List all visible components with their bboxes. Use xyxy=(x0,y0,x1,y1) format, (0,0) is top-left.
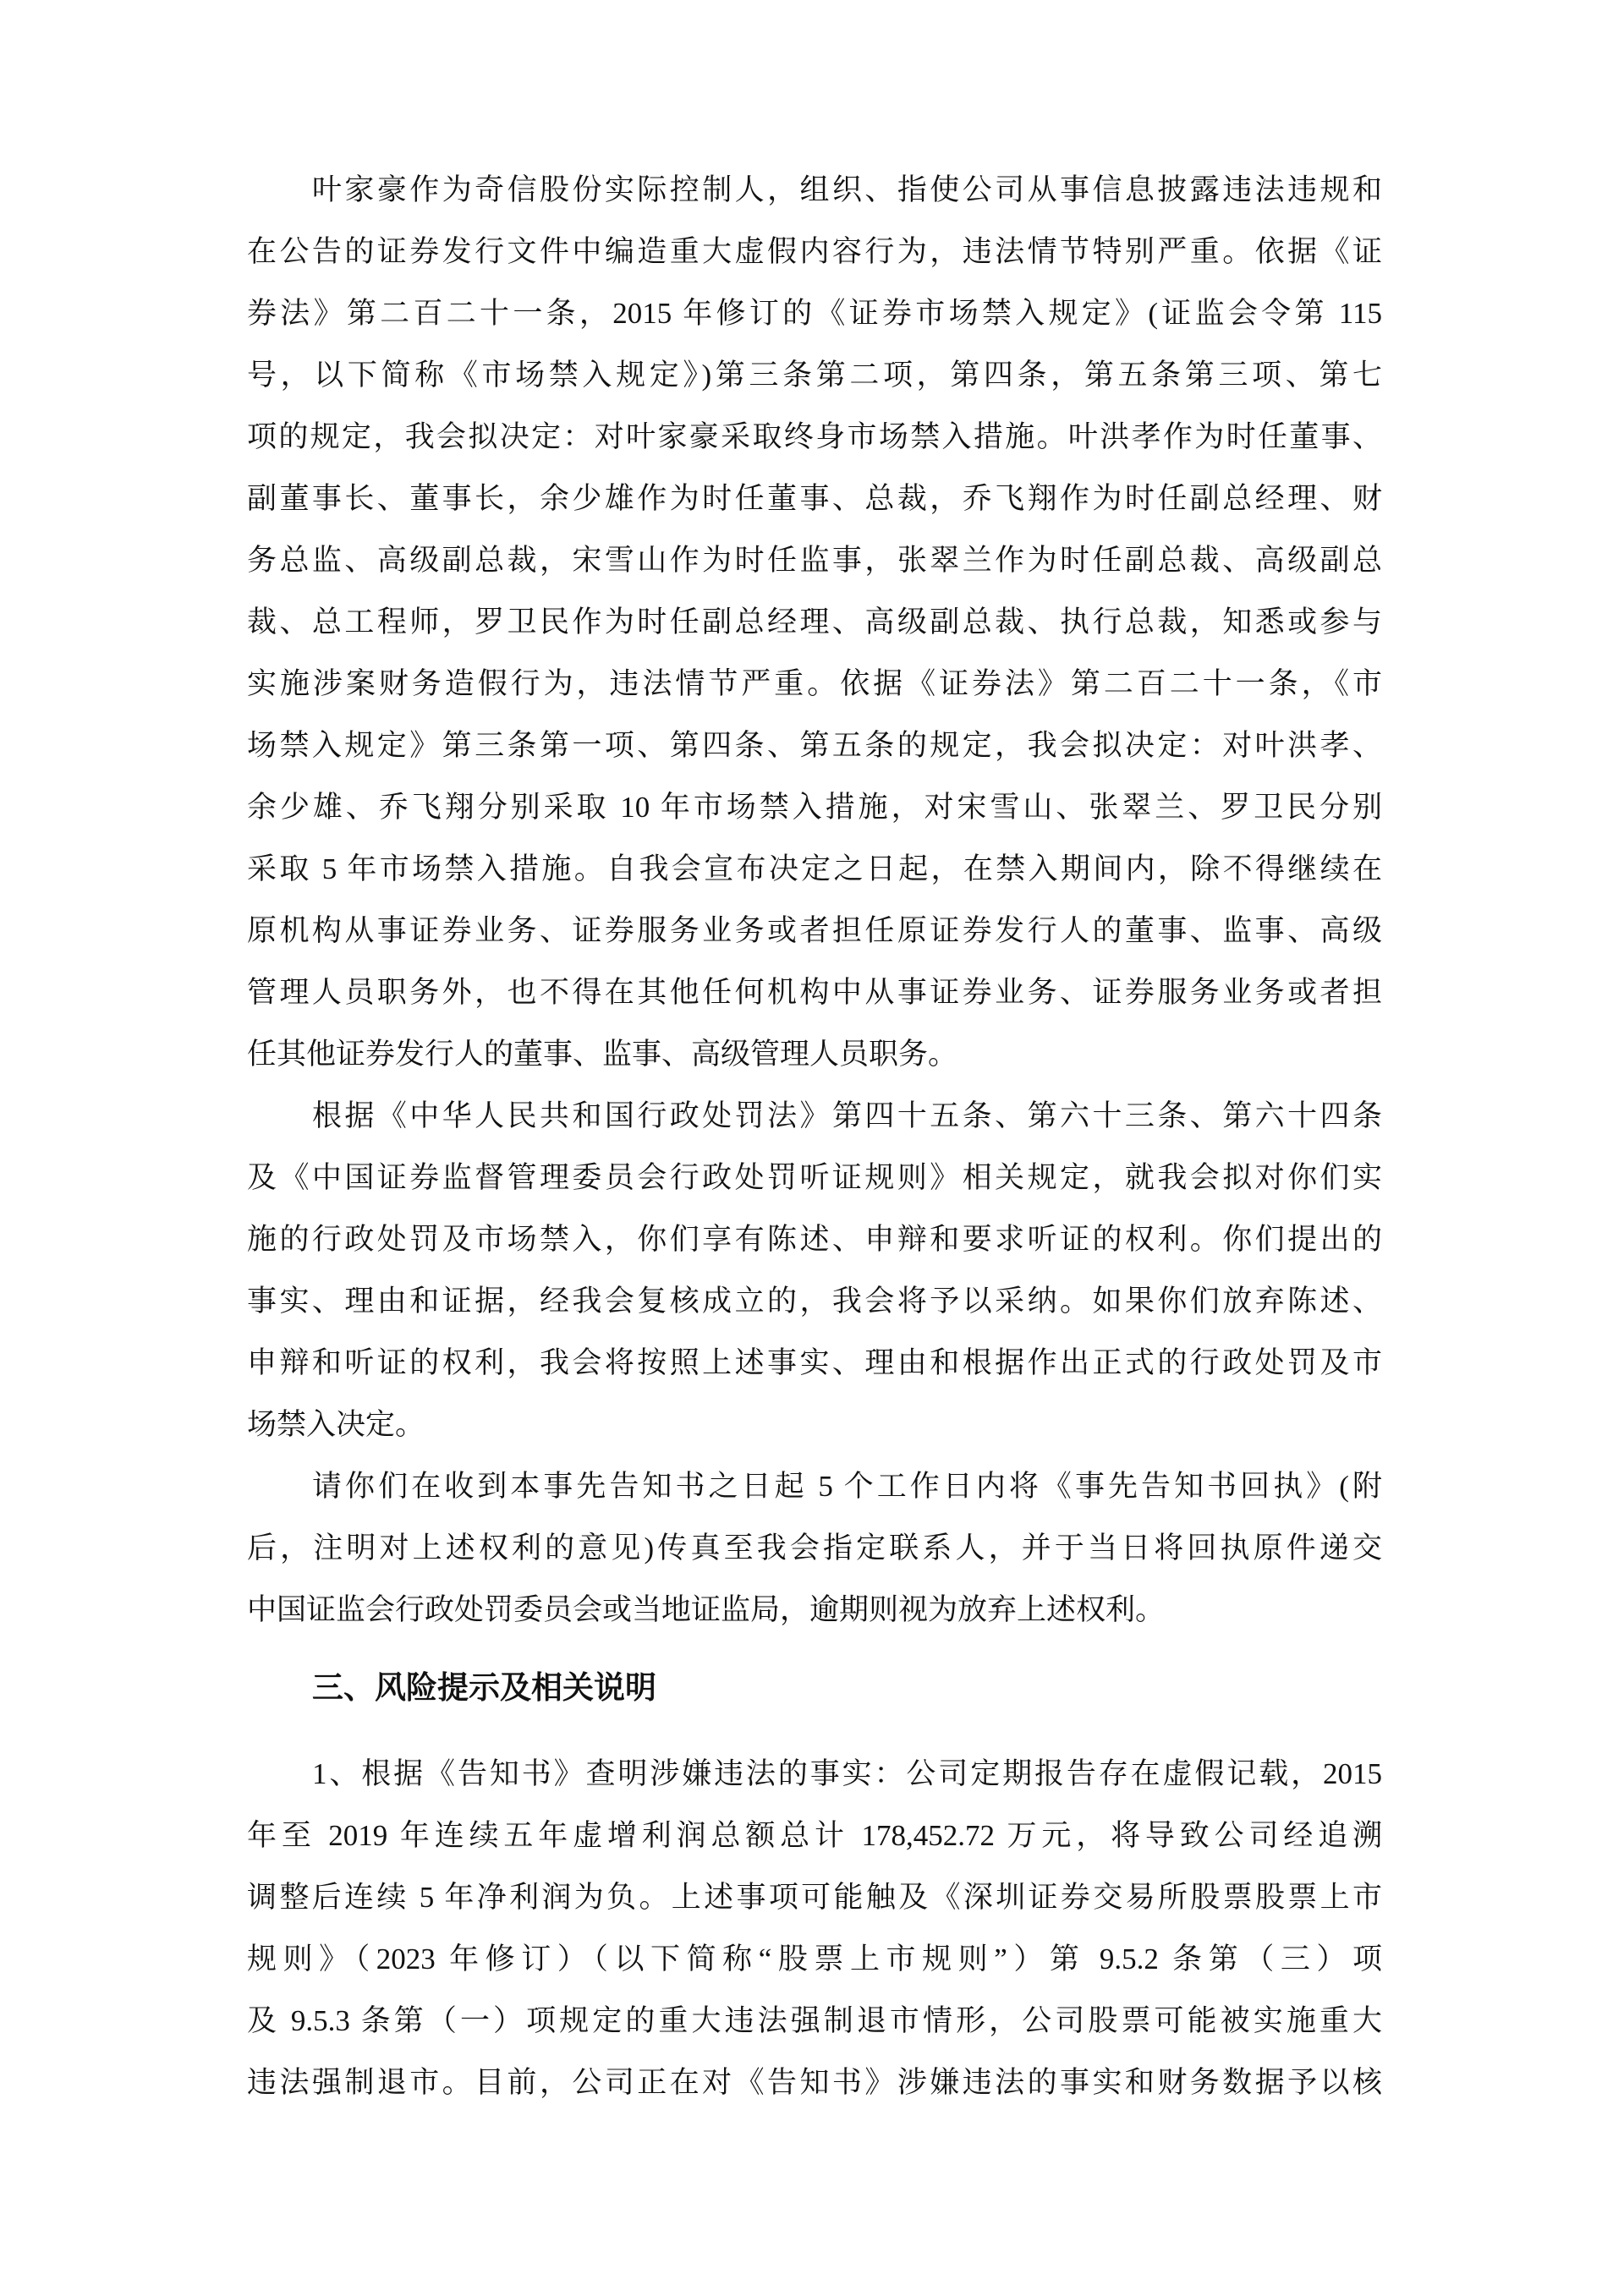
text-line: 及《中国证券监督管理委员会行政处罚听证规则》相关规定，就我会拟对你们实 xyxy=(247,1161,1382,1194)
text-line: 及 9.5.3 条第（一）项规定的重大违法强制退市情形，公司股票可能被实施重大 xyxy=(247,2004,1382,2037)
text-line: 规则》（2023 年修订）（以下简称“股票上市规则”）第 9.5.2 条第（三）项 xyxy=(247,1943,1382,1975)
text-line: 申辩和听证的权利，我会将按照上述事实、理由和根据作出正式的行政处罚及市 xyxy=(247,1346,1382,1379)
text-line: 采取 5 年市场禁入措施。自我会宣布决定之日起，在禁入期间内，除不得继续在 xyxy=(247,852,1382,885)
document-body xyxy=(247,159,1382,2113)
text-line: 在公告的证券发行文件中编造重大虚假内容行为，违法情节特别严重。依据《证 xyxy=(247,235,1382,268)
text-line: 管理人员职务外，也不得在其他任何机构中从事证券业务、证券服务业务或者担 xyxy=(247,976,1382,1009)
text-line: 违法强制退市。目前，公司正在对《告知书》涉嫌违法的事实和财务数据予以核 xyxy=(247,2066,1382,2099)
text-line: 请你们在收到本事先告知书之日起 5 个工作日内将《事先告知书回执》(附 xyxy=(312,1470,1382,1503)
text-line: 号，以下简称《市场禁入规定》)第三条第二项，第四条，第五条第三项、第七 xyxy=(247,359,1382,392)
text-line: 副董事长、董事长，余少雄作为时任董事、总裁，乔飞翔作为时任副总经理、财 xyxy=(247,482,1382,515)
text-line: 券法》第二百二十一条，2015 年修订的《证券市场禁入规定》(证监会令第 115 xyxy=(247,297,1382,330)
text-line: 余少雄、乔飞翔分别采取 10 年市场禁入措施，对宋雪山、张翠兰、罗卫民分别 xyxy=(247,791,1382,824)
text-line: 叶家豪作为奇信股份实际控制人，组织、指使公司从事信息披露违法违规和 xyxy=(312,173,1382,206)
text-line: 根据《中华人民共和国行政处罚法》第四十五条、第六十三条、第六十四条 xyxy=(312,1099,1382,1132)
text-line: 裁、总工程师，罗卫民作为时任副总经理、高级副总裁、执行总裁，知悉或参与 xyxy=(247,606,1382,638)
text-line: 中国证监会行政处罚委员会或当地证监局，逾期则视为放弃上述权利。 xyxy=(247,1593,1166,1626)
text-line: 场禁入规定》第三条第一项、第四条、第五条的规定，我会拟决定：对叶洪孝、 xyxy=(247,729,1382,762)
text-line: 事实、理由和证据，经我会复核成立的，我会将予以采纳。如果你们放弃陈述、 xyxy=(247,1285,1382,1318)
text-line: 项的规定，我会拟决定：对叶家豪采取终身市场禁入措施。叶洪孝作为时任董事、 xyxy=(247,420,1382,453)
text-line: 原机构从事证券业务、证券服务业务或者担任原证券发行人的董事、监事、高级 xyxy=(247,914,1382,947)
text-line: 任其他证券发行人的董事、监事、高级管理人员职务。 xyxy=(247,1038,958,1071)
text-line: 场禁入决定。 xyxy=(247,1408,425,1441)
text-line: 务总监、高级副总裁，宋雪山作为时任监事，张翠兰作为时任副总裁、高级副总 xyxy=(247,544,1382,577)
text-line: 后，注明对上述权利的意见)传真至我会指定联系人，并于当日将回执原件递交 xyxy=(247,1532,1382,1564)
text-line: 实施涉案财务造假行为，违法情节严重。依据《证券法》第二百二十一条，《市 xyxy=(247,667,1382,700)
section-heading: 三、风险提示及相关说明 xyxy=(312,1671,656,1706)
text-line: 年至 2019 年连续五年虚增利润总额总计 178,452.72 万元，将导致公司经追溯 xyxy=(247,1819,1382,1852)
text-line: 调整后连续 5 年净利润为负。上述事项可能触及《深圳证券交易所股票股票上市 xyxy=(247,1881,1382,1914)
text-line: 施的行政处罚及市场禁入，你们享有陈述、申辩和要求听证的权利。你们提出的 xyxy=(247,1223,1382,1256)
text-line: 1、根据《告知书》查明涉嫌违法的事实：公司定期报告存在虚假记载，2015 xyxy=(312,1757,1382,1790)
